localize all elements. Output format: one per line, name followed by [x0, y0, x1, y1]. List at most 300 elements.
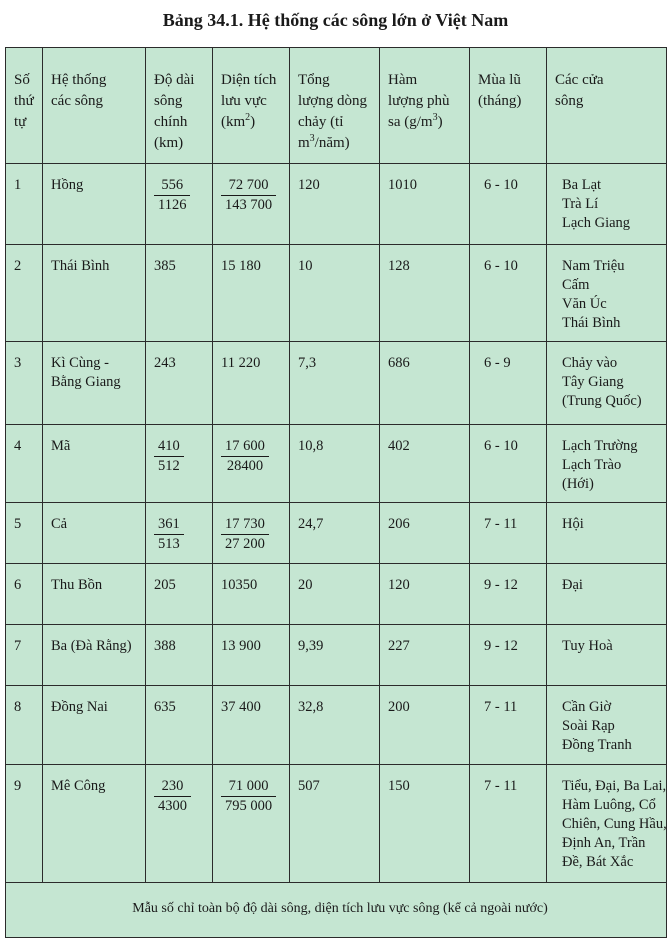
header-flood [470, 48, 547, 164]
river-mouth: Văn Úc [562, 296, 607, 312]
river-mouth: Hàm Luông, Cổ [562, 797, 656, 813]
cell-mouths-content [547, 564, 666, 595]
river-mouth: Thái Bình [562, 315, 621, 331]
cell-silt-value: 402 [388, 438, 410, 454]
cell-flood [470, 625, 547, 686]
header-text: lượng phù [388, 93, 450, 109]
cell-area [213, 245, 290, 342]
cell-flood-content [470, 686, 546, 717]
cell-flood [470, 425, 547, 503]
cell-length [146, 503, 213, 564]
table-title: Bảng 34.1. Hệ thống các sông lớn ở Việt Nam [162, 10, 509, 30]
river-mouth: Lạch Trào [562, 457, 622, 473]
header-text: sông [555, 93, 584, 109]
cell-river-system-content [43, 503, 145, 534]
unit-sup: 3 [309, 133, 315, 144]
cell-length-content [146, 245, 212, 276]
cell-river-system-content [43, 245, 145, 276]
cell-stt-value: 9 [14, 778, 22, 794]
fraction [154, 515, 184, 554]
cell-length-content [146, 625, 212, 656]
cell-river-system-content [43, 342, 145, 392]
cell-silt-content [380, 425, 469, 456]
fraction-numerator: 71 000 [221, 777, 276, 797]
cell-silt-content [380, 686, 469, 717]
header-mouths [547, 48, 667, 164]
cell-river-system-content [43, 686, 145, 717]
river-mouth: Cấm [562, 277, 590, 293]
fraction [221, 437, 269, 476]
cell-length [146, 245, 213, 342]
fraction-numerator: 361 [154, 515, 184, 535]
fraction-numerator: 72 700 [221, 176, 276, 196]
cell-river-system-content [43, 164, 145, 195]
cell-mouths [547, 765, 667, 883]
river-mouth: Trà Lí [562, 196, 599, 212]
cell-length-content [146, 342, 212, 373]
cell-silt-value: 128 [388, 258, 410, 274]
cell-flow [290, 342, 380, 425]
cell-flood-value: 9 - 12 [484, 577, 518, 593]
header-text: chảy (tỉ [298, 114, 344, 130]
cell-area-value: 10350 [221, 577, 258, 593]
cell-flow-value: 24,7 [298, 516, 324, 532]
cell-silt-content [380, 164, 469, 195]
cell-silt-value: 120 [388, 577, 410, 593]
unit-text: ) [437, 114, 443, 130]
cell-silt-content [380, 765, 469, 796]
cell-length [146, 425, 213, 503]
cell-river-system [43, 342, 146, 425]
river-mouth: Cần Giờ [562, 699, 612, 715]
cell-flood-value: 9 - 12 [484, 638, 518, 654]
cell-stt-content [6, 164, 42, 195]
fraction-denominator: 28400 [226, 458, 264, 474]
river-mouth: Đề, Bát Xắc [562, 854, 634, 870]
cell-stt-content [6, 425, 42, 456]
cell-stt-value: 1 [14, 177, 22, 193]
cell-length-content [146, 503, 212, 554]
cell-flood-value: 6 - 10 [484, 438, 518, 454]
cell-river-system-content [43, 765, 145, 796]
header-text: các sông [51, 93, 104, 109]
fraction-numerator: 410 [154, 437, 184, 457]
cell-stt [6, 425, 43, 503]
header-flow [290, 48, 380, 164]
unit-sup: 3 [432, 112, 438, 123]
cell-flow [290, 245, 380, 342]
header-text [298, 133, 379, 154]
cell-mouths [547, 342, 667, 425]
cell-river-system [43, 765, 146, 883]
river-mouth: Hội [562, 516, 584, 532]
cell-flow [290, 625, 380, 686]
header-text: Các cửa [555, 72, 604, 88]
cell-flow-value: 9,39 [298, 638, 324, 654]
cell-flow-value: 120 [298, 177, 320, 193]
cell-silt-value: 686 [388, 355, 410, 371]
cell-mouths [547, 625, 667, 686]
cell-stt-content [6, 245, 42, 276]
cell-area [213, 164, 290, 245]
cell-mouths [547, 425, 667, 503]
header-text: lưu vực [221, 93, 267, 109]
cell-silt [380, 342, 470, 425]
cell-flow-content [290, 425, 379, 456]
cell-flow-content [290, 342, 379, 373]
river-name-line: Kì Cùng - [51, 355, 109, 371]
cell-length-content [146, 164, 212, 215]
cell-flow-value: 7,3 [298, 355, 317, 371]
header-text: Tổng [298, 72, 330, 88]
cell-flood-content [470, 503, 546, 534]
cell-stt-content [6, 625, 42, 656]
cell-length-value: 635 [154, 699, 176, 715]
cell-flow-value: 20 [298, 577, 313, 593]
table-row [6, 686, 667, 765]
river-mouth: Tây Giang [562, 374, 624, 390]
cell-silt-content [380, 503, 469, 534]
cell-stt-value: 5 [14, 516, 22, 532]
cell-area-content [213, 342, 289, 373]
cell-length [146, 625, 213, 686]
river-mouth: Ba Lạt [562, 177, 602, 193]
header-text: Mùa lũ [478, 72, 521, 88]
cell-flow-value: 32,8 [298, 699, 324, 715]
unit-text: sa (g/m [388, 114, 433, 130]
cell-stt-value: 4 [14, 438, 22, 454]
cell-mouths-content [547, 503, 666, 534]
cell-flood-content [470, 164, 546, 195]
cell-area [213, 564, 290, 625]
cell-river-system-content [43, 425, 145, 456]
cell-area-value: 15 180 [221, 258, 261, 274]
cell-length [146, 164, 213, 245]
cell-length [146, 564, 213, 625]
cell-flow-content [290, 564, 379, 595]
cell-flood-content [470, 425, 546, 456]
cell-area-value: 13 900 [221, 638, 261, 654]
cell-stt [6, 564, 43, 625]
cell-mouths [547, 503, 667, 564]
river-name-line: Thái Bình [51, 258, 110, 274]
cell-flow-content [290, 245, 379, 276]
cell-length-value: 388 [154, 638, 176, 654]
fraction-denominator: 795 000 [225, 798, 273, 814]
cell-flow-content [290, 164, 379, 195]
cell-silt [380, 686, 470, 765]
cell-flood-content [470, 342, 546, 373]
table-row [6, 342, 667, 425]
cell-area-value: 37 400 [221, 699, 261, 715]
cell-silt [380, 765, 470, 883]
table-row [6, 425, 667, 503]
cell-flow [290, 765, 380, 883]
header-text: sông [154, 93, 183, 109]
cell-length-value: 205 [154, 577, 176, 593]
cell-mouths [547, 164, 667, 245]
header-text: Độ dài [154, 72, 195, 88]
cell-stt [6, 625, 43, 686]
cell-mouths-content [547, 245, 666, 333]
unit-text: /năm) [314, 135, 350, 151]
cell-stt [6, 686, 43, 765]
cell-stt [6, 164, 43, 245]
cell-flood-content [470, 765, 546, 796]
river-mouth: Tuy Hoà [562, 638, 613, 654]
cell-flood [470, 503, 547, 564]
table-row [6, 245, 667, 342]
cell-mouths [547, 564, 667, 625]
cell-stt-content [6, 342, 42, 373]
unit-text: (km [221, 114, 246, 130]
cell-flow [290, 425, 380, 503]
cell-flow [290, 503, 380, 564]
cell-area-content [213, 425, 289, 476]
cell-area [213, 503, 290, 564]
header-text: Hệ thống [51, 72, 107, 88]
cell-flood-content [470, 564, 546, 595]
cell-flow [290, 686, 380, 765]
cell-flood-value: 7 - 11 [484, 778, 518, 794]
cell-silt-content [380, 564, 469, 595]
unit-text: ) [250, 114, 256, 130]
fraction [221, 515, 269, 554]
river-name-line: Mã [51, 438, 71, 454]
cell-river-system [43, 625, 146, 686]
unit-sup: 2 [245, 112, 251, 123]
cell-flood [470, 686, 547, 765]
river-mouth: (Hới) [562, 476, 594, 492]
cell-silt [380, 625, 470, 686]
cell-area-content [213, 245, 289, 276]
cell-stt-value: 3 [14, 355, 22, 371]
cell-silt [380, 245, 470, 342]
fraction [154, 437, 184, 476]
cell-length [146, 765, 213, 883]
header-text: thứ [14, 93, 34, 109]
cell-stt-value: 6 [14, 577, 22, 593]
header-area [213, 48, 290, 164]
cell-silt-value: 200 [388, 699, 410, 715]
header-text: tự [14, 114, 27, 130]
river-mouth: Nam Triệu [562, 258, 625, 274]
cell-flood-value: 7 - 11 [484, 699, 518, 715]
cell-stt [6, 342, 43, 425]
cell-mouths-content [547, 686, 666, 755]
cell-area [213, 342, 290, 425]
cell-area [213, 686, 290, 765]
header-text: Diện tích [221, 72, 277, 88]
fraction [221, 777, 276, 816]
river-mouth: Chiên, Cung Hầu, [562, 816, 667, 832]
table-note: Mẫu số chỉ toàn bộ độ dài sông, diện tích lưu vực sông (kể cả ngoài nước) [6, 883, 667, 938]
cell-stt [6, 245, 43, 342]
cell-flood [470, 245, 547, 342]
cell-area-content [213, 164, 289, 215]
cell-mouths-content [547, 765, 666, 872]
river-mouth: Lạch Trường [562, 438, 638, 454]
river-name-line: Bằng Giang [51, 374, 121, 390]
cell-flood-value: 6 - 10 [484, 177, 518, 193]
header-text [388, 112, 469, 133]
cell-silt-value: 227 [388, 638, 410, 654]
river-mouth: (Trung Quốc) [562, 393, 642, 409]
cell-silt-content [380, 625, 469, 656]
cell-flood-content [470, 625, 546, 656]
note-row [6, 883, 667, 938]
river-mouth: Soài Rạp [562, 718, 615, 734]
fraction-numerator: 17 600 [221, 437, 269, 457]
fraction [221, 176, 276, 215]
cell-length-value: 243 [154, 355, 176, 371]
fraction-denominator: 513 [158, 536, 180, 552]
cell-length-content [146, 564, 212, 595]
table-row [6, 164, 667, 245]
cell-flood [470, 765, 547, 883]
cell-area [213, 425, 290, 503]
table-body [6, 164, 667, 883]
cell-flood-value: 6 - 9 [484, 355, 511, 371]
cell-stt-value: 8 [14, 699, 22, 715]
cell-area-content [213, 564, 289, 595]
river-name-line: Hồng [51, 177, 84, 193]
header-text: lượng dòng [298, 93, 367, 109]
cell-stt-content [6, 686, 42, 717]
cell-area-content [213, 686, 289, 717]
cell-stt-content [6, 564, 42, 595]
cell-length [146, 686, 213, 765]
cell-flow [290, 164, 380, 245]
header-text: Hàm [388, 72, 418, 88]
fraction-denominator: 4300 [158, 798, 187, 814]
cell-stt-value: 2 [14, 258, 22, 274]
cell-area [213, 765, 290, 883]
header-row [6, 48, 667, 164]
header-silt [380, 48, 470, 164]
cell-flood-value: 6 - 10 [484, 258, 518, 274]
cell-flow-value: 10 [298, 258, 313, 274]
cell-silt [380, 564, 470, 625]
fraction-numerator: 17 730 [221, 515, 269, 535]
cell-flood-value: 7 - 11 [484, 516, 518, 532]
river-mouth: Tiểu, Đại, Ba Lai, [562, 778, 667, 794]
cell-stt-content [6, 503, 42, 534]
cell-river-system [43, 686, 146, 765]
cell-stt-value: 7 [14, 638, 22, 654]
cell-length-content [146, 686, 212, 717]
cell-silt-content [380, 245, 469, 276]
cell-flow-content [290, 765, 379, 796]
cell-area-content [213, 503, 289, 554]
header-text [221, 112, 289, 133]
cell-silt-value: 1010 [388, 177, 417, 193]
header-text: (tháng) [478, 93, 522, 109]
cell-flood [470, 164, 547, 245]
cell-flood [470, 342, 547, 425]
cell-river-system-content [43, 564, 145, 595]
cell-river-system [43, 503, 146, 564]
cell-stt-content [6, 765, 42, 796]
fraction-numerator: 556 [154, 176, 190, 196]
cell-flow-content [290, 503, 379, 534]
cell-stt [6, 765, 43, 883]
cell-area-content [213, 765, 289, 816]
cell-area-value: 11 220 [221, 355, 261, 371]
cell-silt-value: 150 [388, 778, 410, 794]
river-name-line: Cả [51, 516, 68, 532]
header-length [146, 48, 213, 164]
header-text: chính [154, 114, 188, 130]
cell-length-value: 385 [154, 258, 176, 274]
river-mouth: Lạch Giang [562, 215, 631, 231]
unit-text: m [298, 135, 310, 151]
rivers-table [5, 47, 667, 938]
river-name-line: Mê Công [51, 778, 106, 794]
cell-silt [380, 425, 470, 503]
cell-flow [290, 564, 380, 625]
cell-silt-content [380, 342, 469, 373]
header-text: (km) [154, 135, 184, 151]
river-name-line: Thu Bồn [51, 577, 103, 593]
cell-mouths-content [547, 342, 666, 411]
cell-area-content [213, 625, 289, 656]
river-mouth: Đồng Tranh [562, 737, 632, 753]
cell-length [146, 342, 213, 425]
cell-silt [380, 503, 470, 564]
cell-flood [470, 564, 547, 625]
table-row [6, 564, 667, 625]
table-row [6, 503, 667, 564]
cell-river-system [43, 564, 146, 625]
fraction [154, 777, 191, 816]
fraction-denominator: 512 [158, 458, 180, 474]
header-text: Số [14, 72, 30, 88]
table-row [6, 765, 667, 883]
fraction-denominator: 1126 [158, 197, 187, 213]
river-mouth: Chảy vào [562, 355, 618, 371]
cell-river-system [43, 164, 146, 245]
cell-length-content [146, 425, 212, 476]
cell-mouths [547, 686, 667, 765]
cell-stt [6, 503, 43, 564]
cell-flow-value: 507 [298, 778, 320, 794]
river-mouth: Đại [562, 577, 583, 593]
cell-area [213, 625, 290, 686]
cell-silt-value: 206 [388, 516, 410, 532]
cell-mouths-content [547, 164, 666, 233]
river-name-line: Đồng Nai [51, 699, 108, 715]
table-row [6, 625, 667, 686]
cell-river-system-content [43, 625, 145, 656]
river-mouth: Định An, Trần [562, 835, 646, 851]
header-stt [6, 48, 43, 164]
fraction-denominator: 27 200 [225, 536, 265, 552]
river-name-line: Ba (Đà Rằng) [51, 638, 132, 654]
cell-river-system [43, 425, 146, 503]
cell-mouths-content [547, 625, 666, 656]
cell-flow-value: 10,8 [298, 438, 324, 454]
fraction [154, 176, 190, 215]
fraction-denominator: 143 700 [225, 197, 273, 213]
cell-mouths [547, 245, 667, 342]
cell-flood-content [470, 245, 546, 276]
cell-length-content [146, 765, 212, 816]
cell-flow-content [290, 686, 379, 717]
header-system [43, 48, 146, 164]
cell-flow-content [290, 625, 379, 656]
cell-silt [380, 164, 470, 245]
